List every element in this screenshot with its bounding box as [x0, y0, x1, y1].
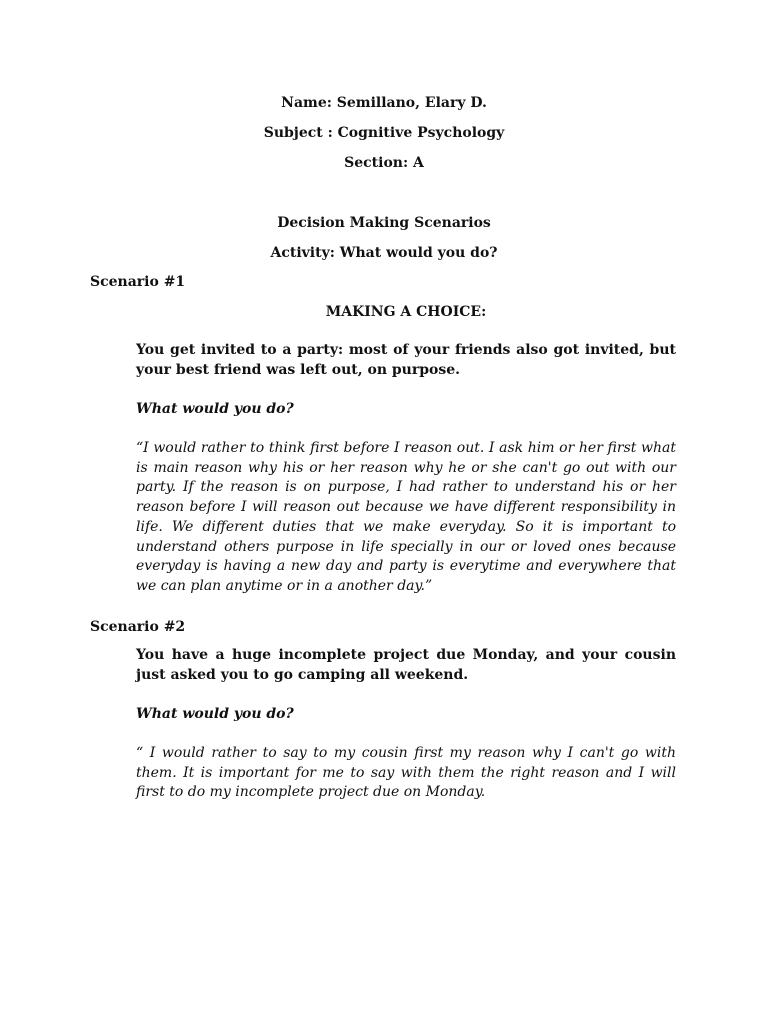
scenario-1-label: Scenario #1 [90, 274, 186, 290]
scenario-1-answer: “I would rather to think first before I reason out. I ask him or her first what is main reason why his or her reason why he or she can't go out with our party. If the reason is on purpose, I had rather to understand his or her reason before I will reason out because we have different responsibility in life. We different duties that we make everyday. So it is important to understand others purpose in life specially in our or loved ones because everyday is having a new day and party is everytime and everywhere that we can plan anytime or in a another day.” [136, 440, 676, 594]
activity-title: Activity: What would you do? [270, 245, 498, 261]
scenario-2-answer: “ I would rather to say to my cousin first my reason why I can't go with them. It is important for me to say with them the right reason and I will first to do my incomplete project due on Monday. [136, 745, 676, 801]
section-line: Section: A [344, 155, 424, 171]
subject-line: Subject : Cognitive Psychology [263, 125, 505, 141]
scenario-2-label: Scenario #2 [90, 619, 186, 635]
scenario-1-heading: MAKING A CHOICE: [325, 304, 487, 320]
document-title: Decision Making Scenarios [277, 215, 491, 231]
scenario-2-question: What would you do? [136, 706, 294, 722]
scenario-1-prompt: You get invited to a party: most of your friends also got invited, but your best friend was left out, on purpose. [136, 342, 676, 378]
scenario-2-prompt: You have a huge incomplete project due Monday, and your cousin just asked you to go camping all weekend. [136, 647, 676, 683]
student-name: Name: Semillano, Elary D. [281, 95, 487, 111]
scenario-1-question: What would you do? [136, 401, 294, 417]
